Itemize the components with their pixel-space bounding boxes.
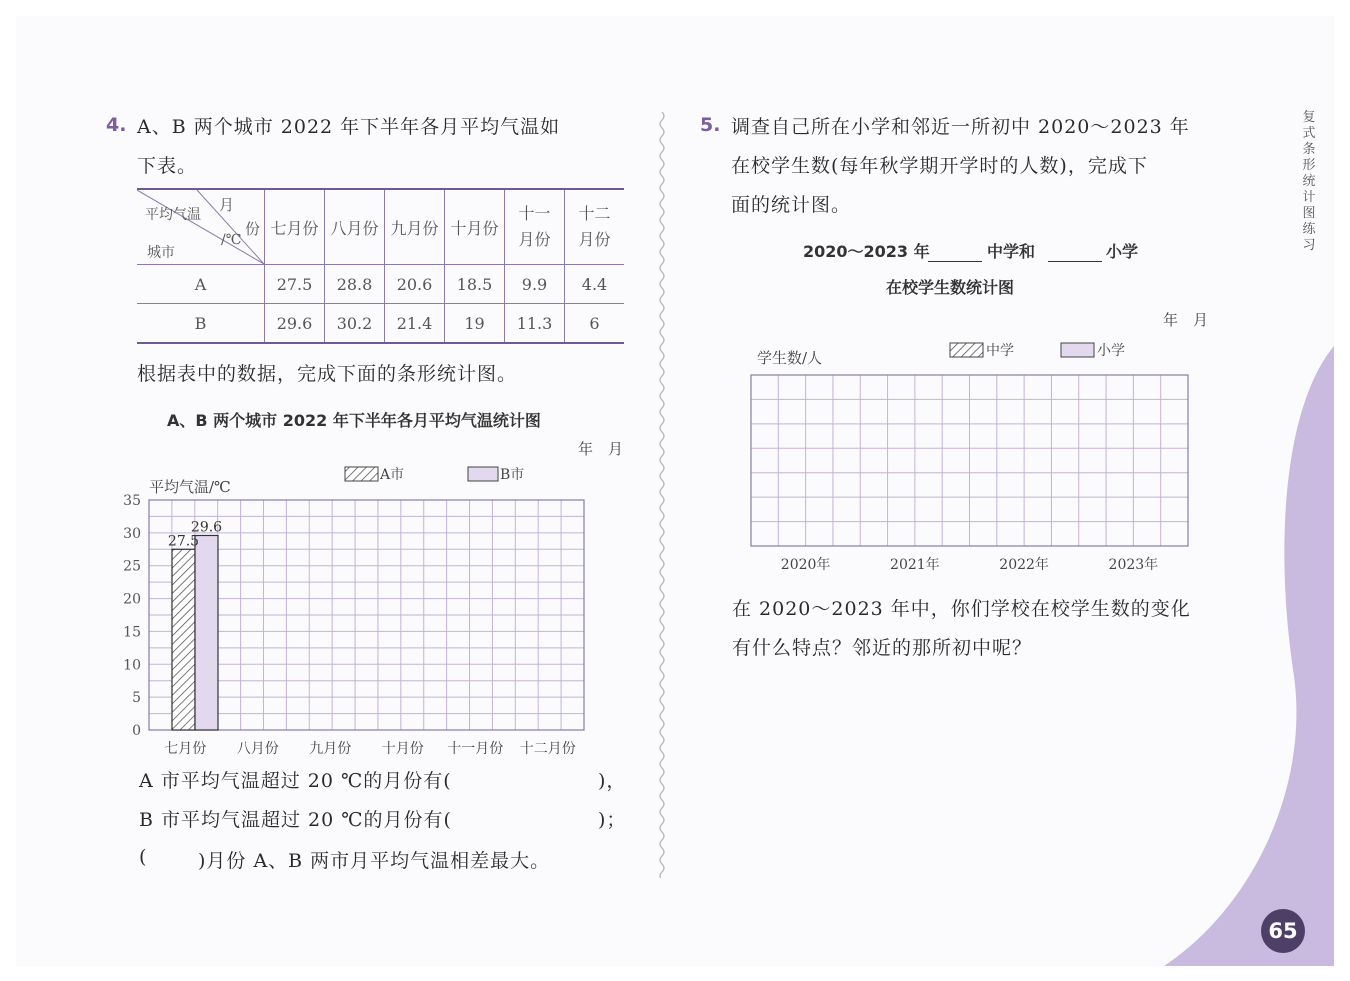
value-cell: 18.5 xyxy=(445,265,505,304)
data-label-a-july: 27.5 xyxy=(167,533,200,550)
x-tick-label: 七月份 xyxy=(164,741,207,757)
q4-text-line1: A、B 两个城市 2022 年下半年各月平均气温如 xyxy=(137,116,561,138)
q4-question-a: A 市平均气温超过 20 ℃的月份有( xyxy=(139,770,452,792)
temperature-bar-chart xyxy=(110,460,620,760)
value-cell: 27.5 xyxy=(265,265,325,304)
chart2-title-part2: 中学和 xyxy=(987,242,1036,261)
y-tick-label: 25 xyxy=(123,558,141,575)
q5-question-line2: 有什么特点？邻近的那所初中呢？ xyxy=(732,637,1033,659)
value-cell: 28.8 xyxy=(325,265,385,304)
value-cell: 20.6 xyxy=(385,265,445,304)
section-title-vertical: 复式条形统计图练习 xyxy=(1302,110,1316,253)
month-header: 七月份 xyxy=(265,189,325,265)
q4-answer-c-field[interactable] xyxy=(152,848,192,870)
q4-text-line2: 下表。 xyxy=(137,155,198,177)
header-city: 城市 xyxy=(147,245,175,261)
q5-question-line1: 在 2020～2023 年中，你们学校在校学生数的变化 xyxy=(732,598,1191,620)
header-fen: 份 xyxy=(245,220,261,238)
chart2-date: 年 月 xyxy=(1163,311,1209,329)
chart2-title-part1: 2020～2023 年 xyxy=(803,242,930,261)
legend-swatch-b xyxy=(468,467,498,481)
month-header: 十二 月份 xyxy=(565,189,625,265)
value-cell: 30.2 xyxy=(325,304,385,344)
temperature-table xyxy=(137,188,624,344)
y-tick-label: 35 xyxy=(123,493,141,509)
q4-instruction: 根据表中的数据，完成下面的条形统计图。 xyxy=(137,363,518,385)
header-unit: /℃ xyxy=(221,232,242,248)
value-cell: 11.3 xyxy=(505,304,565,344)
legend-swatch-primary xyxy=(1061,343,1094,357)
chart1-title: A、B 两个城市 2022 年下半年各月平均气温统计图 xyxy=(167,411,541,430)
month-header: 十月份 xyxy=(445,189,505,265)
city-cell: B xyxy=(137,304,265,344)
value-cell: 9.9 xyxy=(505,265,565,304)
table-header-diagonal xyxy=(137,189,265,265)
header-temp: 平均气温 xyxy=(145,207,201,223)
y-axis-label: 学生数/人 xyxy=(757,349,823,367)
bar-b-july xyxy=(195,535,218,730)
q4-question-b-end: )； xyxy=(598,809,627,831)
x-tick-label: 2020年 xyxy=(780,557,831,573)
value-cell: 4.4 xyxy=(565,265,625,304)
month-header: 十一 月份 xyxy=(505,189,565,265)
bar-a-july xyxy=(172,549,195,730)
x-tick-label: 十月份 xyxy=(381,741,424,757)
q4-question-a-end: )， xyxy=(598,770,627,792)
q4-number: 4. xyxy=(106,114,127,136)
school-name-blank-primary[interactable] xyxy=(1048,241,1102,262)
legend-swatch-a xyxy=(345,467,378,481)
value-cell: 19 xyxy=(445,304,505,344)
value-cell: 21.4 xyxy=(385,304,445,344)
x-tick-label: 八月份 xyxy=(236,741,279,757)
y-tick-label: 10 xyxy=(123,657,141,674)
q4-question-b: B 市平均气温超过 20 ℃的月份有( xyxy=(139,809,452,831)
legend-label-middle: 中学 xyxy=(986,343,1014,359)
header-month: 月 xyxy=(219,196,235,214)
school-name-blank-middle[interactable] xyxy=(928,241,982,262)
chart2-title-line2: 在校学生数统计图 xyxy=(886,278,1015,297)
y-tick-label: 15 xyxy=(123,624,141,641)
legend-label-primary: 小学 xyxy=(1097,343,1125,359)
y-tick-label: 20 xyxy=(123,591,141,608)
table-row-a xyxy=(137,265,624,304)
q5-number: 5. xyxy=(700,114,721,136)
chart1-date: 年 月 xyxy=(578,440,624,458)
y-tick-label: 30 xyxy=(123,525,141,542)
q5-text-line3: 面的统计图。 xyxy=(731,194,852,216)
q4-answer-a-field[interactable] xyxy=(486,768,596,790)
page-number: 65 xyxy=(1261,909,1305,953)
data-label-b-july: 29.6 xyxy=(190,519,223,536)
x-tick-label: 十二月份 xyxy=(519,741,576,757)
value-cell: 6 xyxy=(565,304,625,344)
x-tick-label: 2022年 xyxy=(999,557,1049,573)
student-count-bar-chart xyxy=(745,335,1205,580)
legend-label-a: A市 xyxy=(380,467,405,483)
legend-swatch-middle xyxy=(950,343,983,357)
x-tick-label: 2023年 xyxy=(1108,557,1159,573)
x-tick-label: 十一月份 xyxy=(447,741,504,757)
q5-text-line1: 调查自己所在小学和邻近一所初中 2020～2023 年 xyxy=(731,116,1190,138)
month-header: 九月份 xyxy=(385,189,445,265)
q5-text-line2: 在校学生数(每年秋学期开学时的人数)，完成下 xyxy=(731,155,1148,177)
q4-question-c-open: ( xyxy=(139,846,148,868)
legend-label-b: B市 xyxy=(500,467,525,483)
x-tick-label: 九月份 xyxy=(309,741,352,757)
y-tick-label: 5 xyxy=(132,690,141,707)
x-tick-label: 2021年 xyxy=(890,557,940,573)
value-cell: 29.6 xyxy=(265,304,325,344)
table-row-b xyxy=(137,304,624,344)
city-cell: A xyxy=(137,265,265,304)
column-separator xyxy=(657,112,667,878)
y-axis-label: 平均气温/℃ xyxy=(149,478,231,496)
q4-question-c: )月份 A、B 两市月平均气温相差最大。 xyxy=(198,850,551,872)
q4-answer-b-field[interactable] xyxy=(486,807,596,829)
month-header: 八月份 xyxy=(325,189,385,265)
y-tick-label: 0 xyxy=(132,723,141,739)
chart2-title-part3: 小学 xyxy=(1106,242,1139,261)
